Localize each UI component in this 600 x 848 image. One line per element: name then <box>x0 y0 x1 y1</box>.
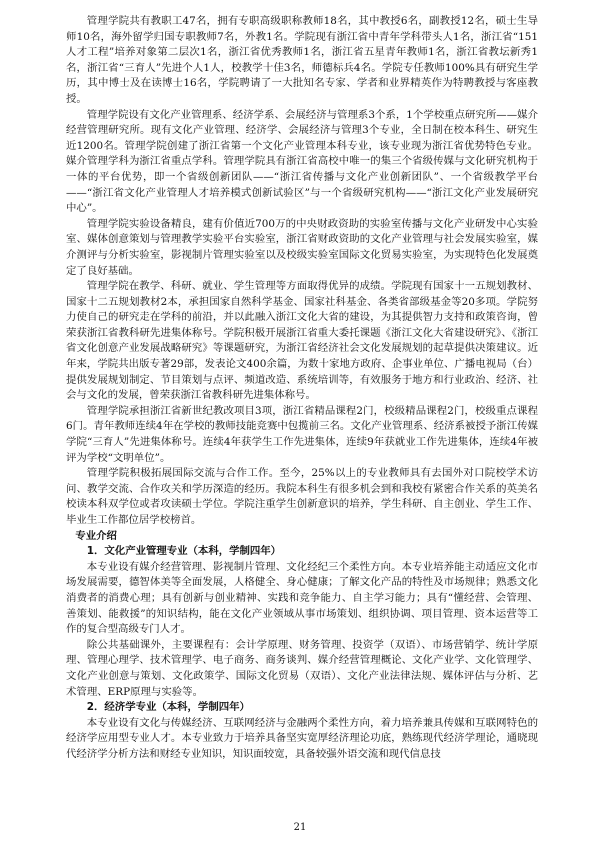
paragraph-international: 管理学院积极拓展国际交流与合作工作。至今，25%以上的专业教师具有去国外对口院校学术访问、教学交流、合作攻关和学历深造的经历。我院本科生有很多机会到和我校有紧密合作关系的英美名校读本科双学位或者攻读硕士学位。学院注重学生创新意识的培养，学生科研、自主创业、学生工作、毕业生工作都位居学校榜首。 <box>66 467 538 526</box>
paragraph-faculty: 管理学院共有教职工47名，拥有专职高级职称教师18名，其中教授6名，副教授12名，硕士生导师10名，海外留学归国专职教师7名，外教1名。学院现有浙江省中青年学科带头人1名，浙江省“151人才工程”培养对象第二层次1名，浙江省优秀教师1名，浙江省五星青年教师1名，浙江省教坛新秀1名，浙江省“三育人”先进个人1人，校教学十佳3名，师德标兵4名。学院专任教师100%具有研究生学历，其中博士及在读博士16名，学院聘请了一大批知名专家、学者和业界精英作为特聘教授与客座教授。 <box>66 15 538 105</box>
major-paragraph-cultural-industry-intro: 本专业设有媒介经营管理、影视制片管理、文化经纪三个柔性方向。本专业培养能主动适应文化市场发展需要，德智体美等全面发展，人格健全、身心健康；了解文化产品的特性及市场规律；熟悉文化消费者的消费心理；具有创新与创业精神、实践和竞争能力、自主学习能力；具有“懂经营、会管理、善策划、能救援”的知识结构，能在文化产业领域从事市场策划、组织协调、项目管理、资本运营等工作的复合型高级专门人才。 <box>66 560 538 636</box>
major-paragraph-economics-intro: 本专业设有文化与传媒经济、互联网经济与金融两个柔性方向，着力培养兼具传媒和互联网特色的经济学应用型专业人才。本专业致力于培养具备坚实宽厚经济理论功底，熟练现代经济学理论，通晓现代经济学分析方法和财经专业知识，知识面较宽，具备较强外语交流和现代信息技 <box>66 716 538 760</box>
major-title-economics: 2．经济学专业（本科，学制四年） <box>86 701 250 714</box>
paragraph-laboratories: 管理学院实验设备精良，建有价值近700万的中央财政资助的实验室传播与文化产业研发中心实验室、媒体创意策划与管理教学实验平台实验室，浙江省财政资助的文化产业管理与社会发展实验室，媒介测评与分析实验室，影视制片管理实验室以及校级实验室国际文化贸易实验室，为实现特色化发展奠定了良好基础。 <box>66 217 538 277</box>
major-title-cultural-industry: 1．文化产业管理专业（本科，学制四年） <box>86 545 282 558</box>
paragraph-departments: 管理学院设有文化产业管理系、经济学系、会展经济与管理系3个系，1个学校重点研究所——媒介经营管理研究所。现有文化产业管理、经济学、会展经济与管理3个专业，全日制在校本科生、研究生近1200名。管理学院创建了浙江省第一个文化产业管理本科专业，该专业现为浙江省优势特色专业。媒介管理学科为浙江省重点学科。管理学院具有浙江省高校中唯一的集三个省级传媒与文化研究机构于一体的平台优势，即一个省级创新团队——“浙江省传播与文化产业创新团队”、一个省级教学平台——“浙江省文化产业管理人才培养模式创新试验区”与一个省级研究机构——“浙江文化产业发展研究中心”。 <box>66 108 538 215</box>
paragraph-research: 管理学院在教学、科研、就业、学生管理等方面取得优异的成绩。学院现有国家十一五规划教材、国家十二五规划教材2本，承担国家自然科学基金、国家社科基金、各类省部级基金等20多项。学院努力使自己的研究走在学科的前沿，并以此融入浙江文化大省的建设，为其提供智力支持和政策咨询，曾荣获浙江省教科研先进集体称号。学院积极开展浙江省重大委托课题《浙江文化大省建设研究》、《浙江省文化创意产业发展战略研究》等课题研究，为浙江省经济社会文化发展规划的起草提供决策建议。近年来，学院共出版专著29部，发表论文400余篇，为数十家地方政府、企事业单位、广播电视局（台）提供发展规划制定、节目策划与点评、频道改造、系统培训等，有效服务于地方和行业政治、经济、社会与文化的发展，曾荣获浙江省教科研先进集体称号。 <box>66 280 538 402</box>
section-title-majors: 专业介绍 <box>75 529 117 542</box>
document-page <box>66 14 538 763</box>
page-number: 21 <box>293 822 307 833</box>
major-paragraph-cultural-industry-courses: 除公共基础课外，主要课程有：会计学原理、财务管理、投资学（双语）、市场营销学、统计学原理、管理心理学、技术管理学、电子商务、商务谈判、媒介经营管理概论、文化产业学、文化管理学、文化产业创意与策划、文化政策学、国际文化贸易（双语）、文化产业法律法规、媒体评估与分析、艺术管理、ERP原理与实验等。 <box>66 638 538 698</box>
paragraph-teaching: 管理学院承担浙江省新世纪教改项目3项，浙江省精品课程2门，校级精品课程2门，校级重点课程6门。青年教师连续4年在学校的教师技能竞赛中包揽前三名。文化产业管理系、经济系被授予浙江传媒学院“三育人”先进集体称号。连续4年获学生工作先进集体，连续9年获就业工作先进集体，连续4年被评为学校“文明单位”。 <box>66 404 538 464</box>
